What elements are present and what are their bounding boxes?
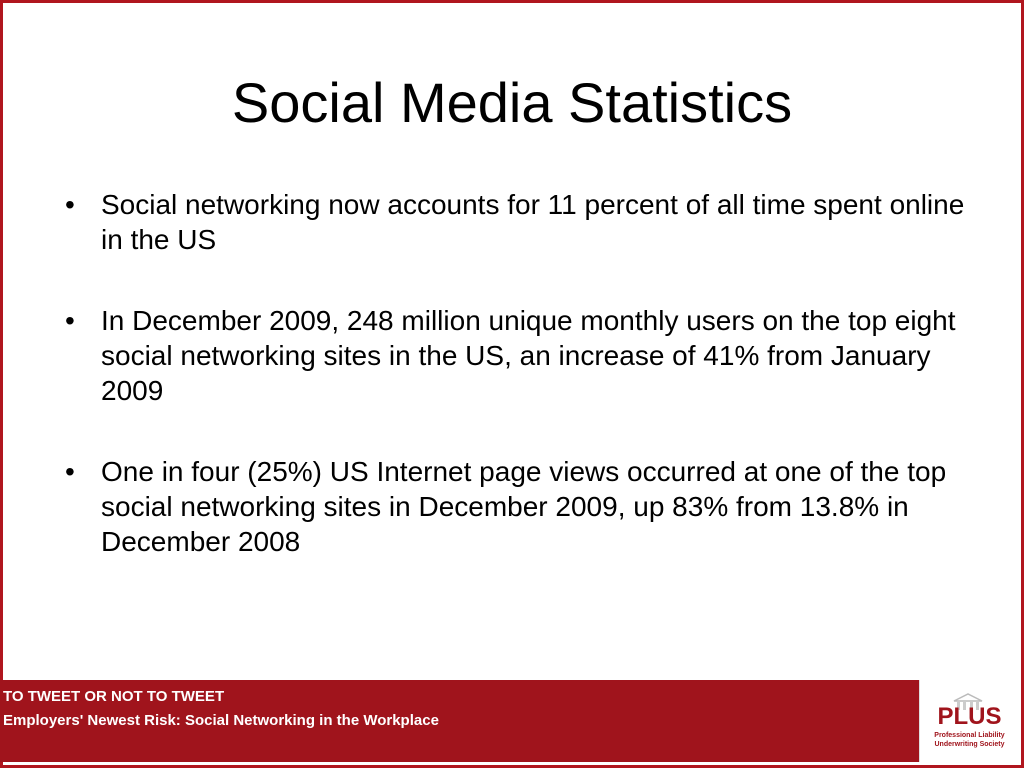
bullet-marker: • [65, 305, 75, 336]
bullet-list [65, 187, 977, 605]
footer-subtitle: Employers' Newest Risk: Social Networking in the Workplace [3, 712, 439, 729]
plus-logo [919, 680, 1018, 762]
footer-banner [0, 680, 919, 762]
footer-title: TO TWEET OR NOT TO TWEET [3, 688, 225, 705]
bullet-item [65, 187, 977, 257]
logo-subtitle-line2: Underwriting Society [934, 741, 1005, 748]
bullet-item [65, 454, 977, 559]
bullet-item [65, 303, 977, 408]
bullet-text: In December 2009, 248 million unique monthly users on the top eight social networking sites in the US, an increase of 41% from January 2009 [101, 305, 956, 406]
slide-title: Social Media Statistics [231, 71, 793, 134]
logo-wordmark: PLUS [937, 703, 1002, 730]
logo-subtitle-line1: Professional Liability [934, 732, 1005, 739]
bullet-marker: • [65, 456, 75, 487]
bullet-text: One in four (25%) US Internet page views occurred at one of the top social networking sites in December 2009, up 83% from 13.8% in December 2008 [101, 456, 947, 557]
bullet-marker: • [65, 189, 75, 220]
bullet-text: Social networking now accounts for 11 percent of all time spent online in the US [101, 189, 965, 255]
